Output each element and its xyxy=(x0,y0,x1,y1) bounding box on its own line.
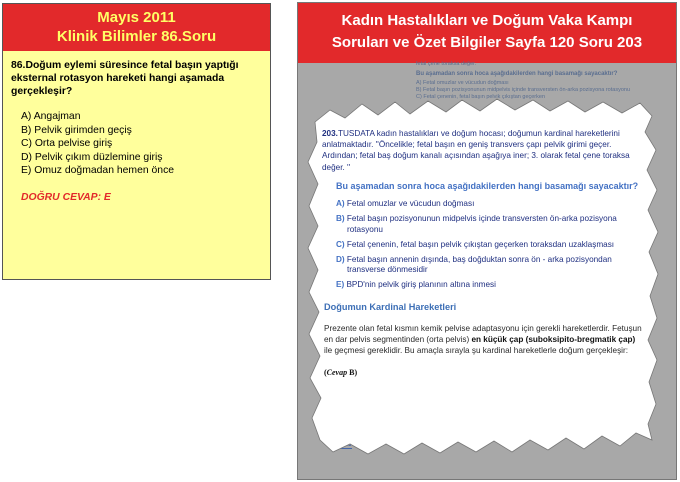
bg-question: Bu aşamadan sonra hoca aşağıdakilerden hangi basamağı sayacaktır? xyxy=(416,71,618,77)
book-question-text xyxy=(322,128,642,173)
book-title: Kadın Hastalıkları ve Doğum Vaka Kampı xyxy=(341,12,633,29)
bg-option-c: C) Fetal çenenin, fetal başın pelvik çıkıştan geçerken xyxy=(416,94,546,100)
book-option-e xyxy=(336,280,642,291)
book-option-d xyxy=(336,255,642,277)
book-option-a xyxy=(336,199,642,210)
paragraph-text: Prezente olan fetal kısmın kemik pelvise adaptasyonu için gerekli hareketlerdir. Fetuşun en dar pelvis segmentinden (orta pelvis) xyxy=(324,323,642,344)
answer-value: B xyxy=(349,367,355,377)
book-option-b xyxy=(336,214,642,236)
option-text: BPD'nin pelvik giriş planının altına inmesi xyxy=(346,280,496,290)
option-text: Fetal çenenin, fetal başın pelvik çıkıştan geçerken toraksdan uzaklaşması xyxy=(346,239,615,249)
option-a: A) Angajman xyxy=(21,111,81,122)
option-letter: A) xyxy=(336,199,345,209)
section-title: Doğumun Kardinal Hareketleri xyxy=(324,301,457,312)
book-question-body: TUSDATA kadın hastalıkları ve doğum hocası; doğumun kardinal hareketlerini anlatmaktadır. ''Öncelikle; fetal başın en geniş transvers çapı pelvik girimi geçer. Ardından; fetal baş doğum kanalı açısından aşağıya iner; 3. olarak fetal çene toraksa değer. '' xyxy=(322,129,630,172)
bg-option-b: B) Fetal başın pozisyonunun midpelvis içinde transversten ön-arka pozisyona rotasyonu xyxy=(416,87,631,93)
option-e: E) Omuz doğmadan hemen önce xyxy=(21,165,175,177)
exam-question-ref: Klinik Bilimler 86.Soru xyxy=(56,28,217,45)
option-letter: B) xyxy=(336,214,345,224)
option-text: Fetal başın annenin dışında, baş doğduktan sonra ön - arka pozisyondan transverse dönmesidir xyxy=(346,254,612,275)
exam-date: Mayıs 2011 xyxy=(97,9,176,26)
option-letter: E) xyxy=(336,280,345,290)
bg-line: fetal çene toraksa değer. xyxy=(416,61,477,67)
book-question-number: 203. xyxy=(322,129,338,138)
paragraph-bold-text: en küçük çap (suboksipito-bregmatik çap) xyxy=(471,334,636,344)
correct-answer: DOĞRU CEVAP: E xyxy=(21,191,111,203)
option-letter: C) xyxy=(336,239,345,249)
option-b: B) Pelvik girimden geçiş xyxy=(21,124,132,136)
answer-label-word: Cevap xyxy=(326,367,348,377)
question-text: 86.Doğum eylemi süresince fetal başın yaptığı eksternal rotasyon hareketi hangi aşamada gerçekleşir? xyxy=(11,60,239,97)
book-answer-options xyxy=(336,199,642,291)
option-text: Fetal omuzlar ve vücudun doğması xyxy=(346,199,475,209)
option-d: D) Pelvik çıkım düzlemine giriş xyxy=(21,151,163,163)
option-text: Fetal başın pozisyonunun midpelvis içinde transversten ön-arka pozisyona rotasyonu xyxy=(346,214,617,234)
book-question-lead: Bu aşamadan sonra hoca aşağıdakilerden hangi basamağı sayacaktır? xyxy=(336,180,639,191)
answer-label: (Cevap B) xyxy=(324,367,358,377)
option-c: C) Orta pelvise giriş xyxy=(21,138,113,150)
torn-question-content xyxy=(322,128,642,377)
book-option-c xyxy=(336,240,642,251)
book-page-ref: Soruları ve Özet Bilgiler Sayfa 120 Soru 203 xyxy=(331,34,643,51)
bg-option-a: A) Fetal omuzlar ve vücudun doğması xyxy=(416,80,509,86)
option-letter: D) xyxy=(336,254,345,264)
paragraph-text: ile geçmesi gereklidir. Bu amaçla sırayla şu kardinal hareketlerle doğum gerçekleşir: xyxy=(324,345,628,355)
section-paragraph xyxy=(324,323,642,356)
